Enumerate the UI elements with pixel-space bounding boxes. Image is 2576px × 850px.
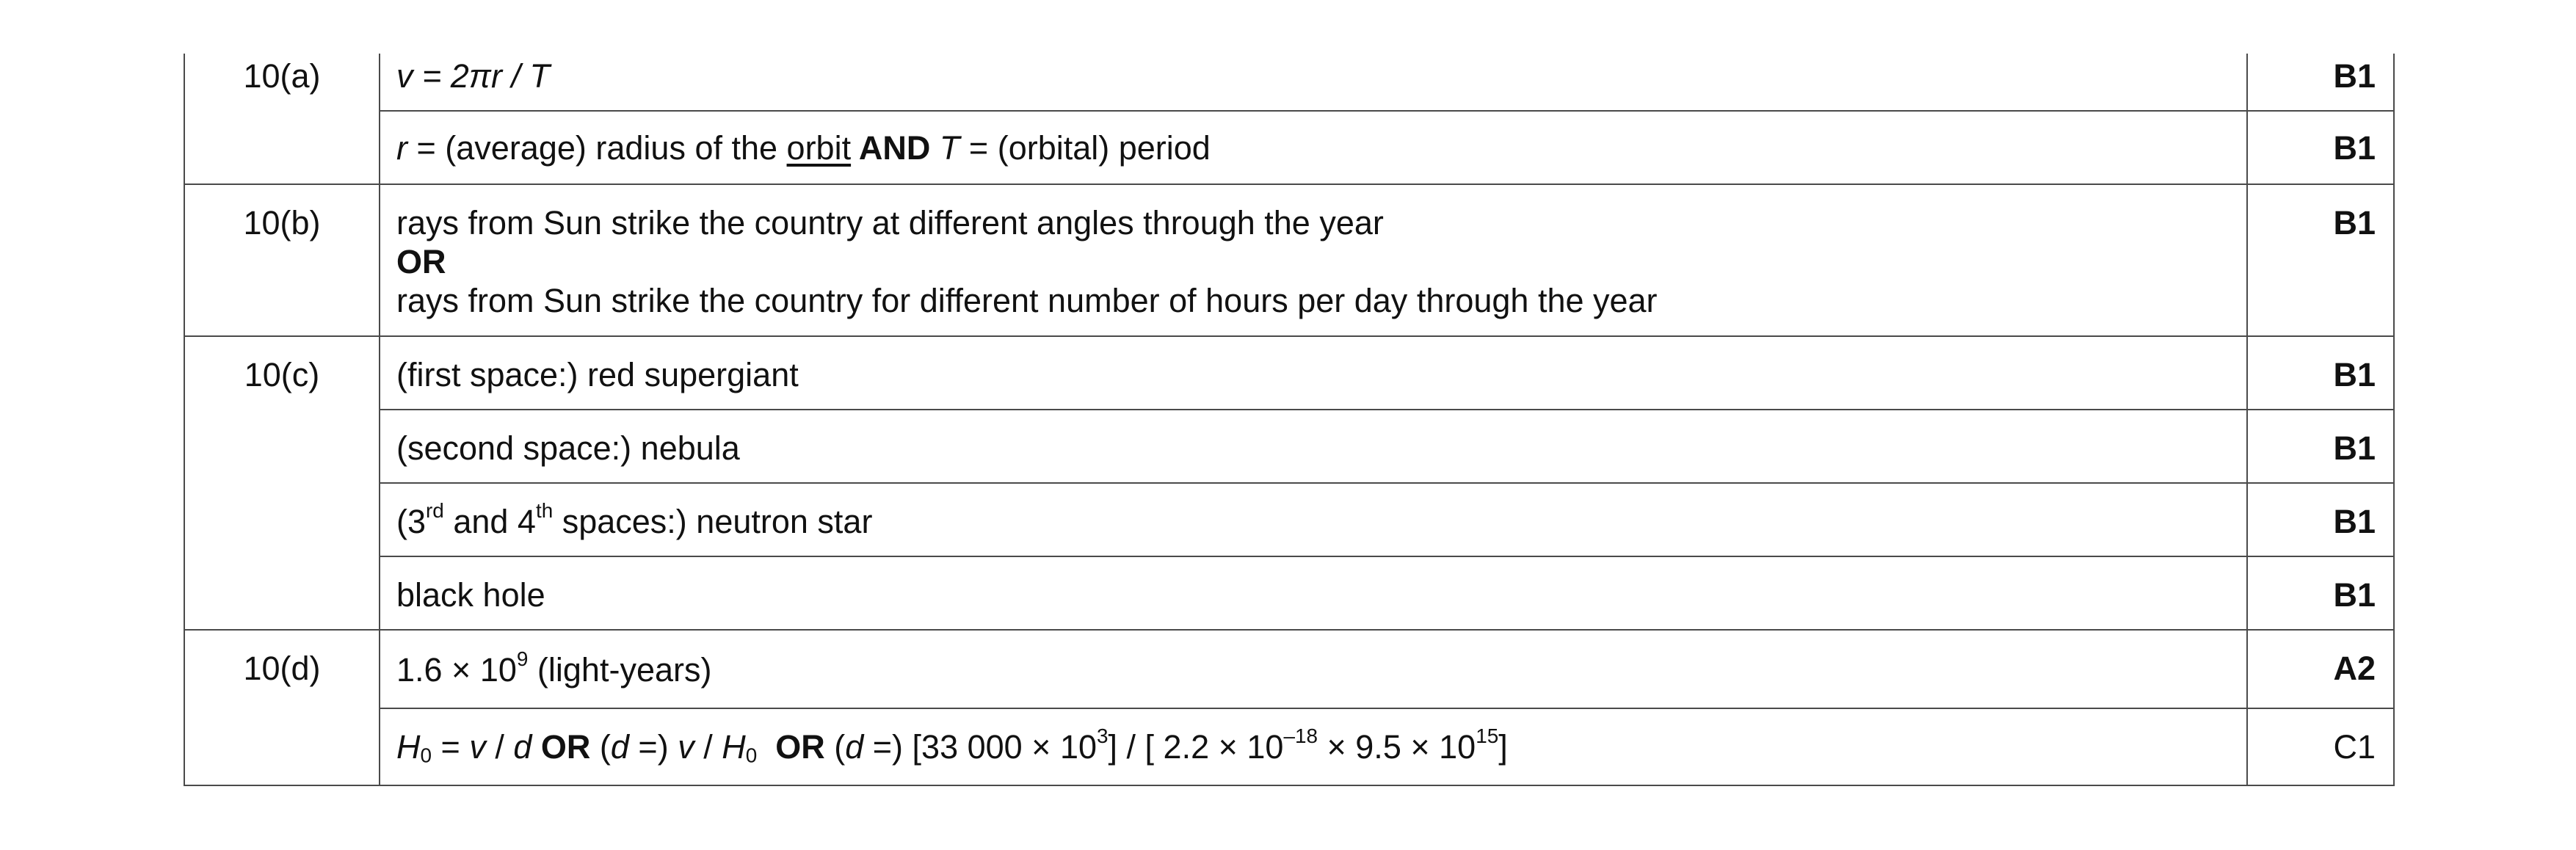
answer-text: = (432, 728, 470, 766)
answer-text: spaces:) neutron star (553, 503, 873, 540)
answer-text: rays from Sun strike the country at different angles through the year (396, 204, 1384, 241)
answer-cell (380, 111, 2247, 184)
mark-scheme-table (184, 54, 2395, 786)
mark-cell: B1 (2247, 410, 2394, 483)
answer-text-orbit: orbit (786, 129, 852, 167)
answer-text: / (485, 728, 514, 766)
answer-keyword-and: AND (851, 129, 940, 167)
superscript: 15 (1476, 724, 1499, 748)
answer-text: (light-years) (528, 651, 712, 689)
table-row (184, 410, 2394, 483)
answer-cell (380, 54, 2247, 111)
answer-text-t: T (939, 129, 960, 167)
answer-cell (380, 483, 2247, 556)
table-row (184, 184, 2394, 336)
answer-text: (second space:) nebula (396, 429, 740, 467)
mark-cell: C1 (2247, 708, 2394, 785)
answer-keyword-or: OR (757, 728, 835, 766)
answer-text: = (orbital) period (959, 129, 1211, 167)
answer-text: = (average) radius of the (407, 129, 787, 167)
answer-text: / (694, 728, 722, 766)
table-row (184, 483, 2394, 556)
question-number: 10(b) (184, 184, 380, 336)
table-row (184, 708, 2394, 785)
subscript: 0 (420, 744, 432, 767)
mark-cell: B1 (2247, 556, 2394, 630)
mark-cell: B1 (2247, 111, 2394, 184)
mark-cell: B1 (2247, 336, 2394, 410)
superscript: rd (426, 499, 444, 523)
question-number: 10(a) (184, 54, 380, 184)
answer-cell (380, 184, 2247, 336)
answer-text: and 4 (443, 503, 536, 540)
answer-keyword-or: OR (531, 728, 600, 766)
mark-cell: B1 (2247, 184, 2394, 336)
answer-text: ] / [ 2.2 × 10 (1108, 728, 1284, 766)
superscript: –18 (1283, 724, 1318, 748)
symbol-h: H (396, 728, 421, 766)
answer-text: =) (628, 728, 678, 766)
table-row (184, 54, 2394, 111)
answer-cell (380, 630, 2247, 708)
superscript: 9 (516, 647, 529, 671)
answer-text-r: r (396, 129, 407, 167)
symbol-v: v (469, 728, 486, 766)
symbol-d: d (610, 728, 629, 766)
answer-text: (first space:) red supergiant (396, 356, 799, 393)
answer-text: =) [33 000 × 10 (863, 728, 1097, 766)
answer-cell (380, 336, 2247, 410)
question-number: 10(c) (184, 336, 380, 630)
answer-text: × 9.5 × 10 (1318, 728, 1476, 766)
symbol-h: H (722, 728, 746, 766)
mark-cell: B1 (2247, 483, 2394, 556)
answer-keyword-or: OR (396, 243, 446, 280)
question-number: 10(d) (184, 630, 380, 785)
table-row (184, 111, 2394, 184)
answer-text: (3 (396, 503, 427, 540)
answer-text: ] (1498, 728, 1508, 766)
symbol-v: v (678, 728, 694, 766)
answer-text: 1.6 × 10 (396, 651, 517, 689)
answer-cell (380, 410, 2247, 483)
answer-text: ( (834, 728, 846, 766)
answer-text: rays from Sun strike the country for different number of hours per day through the year (396, 282, 1658, 319)
table-row (184, 556, 2394, 630)
subscript: 0 (745, 744, 758, 767)
symbol-d: d (513, 728, 532, 766)
mark-cell: B1 (2247, 54, 2394, 111)
table-row (184, 336, 2394, 410)
mark-cell: A2 (2247, 630, 2394, 708)
symbol-d: d (845, 728, 864, 766)
answer-cell (380, 556, 2247, 630)
answer-text: black hole (396, 576, 545, 614)
superscript: th (535, 499, 554, 523)
answer-text: v = 2πr / T (396, 57, 550, 95)
answer-text: ( (599, 728, 611, 766)
table-row (184, 630, 2394, 708)
answer-cell (380, 708, 2247, 785)
superscript: 3 (1097, 724, 1109, 748)
